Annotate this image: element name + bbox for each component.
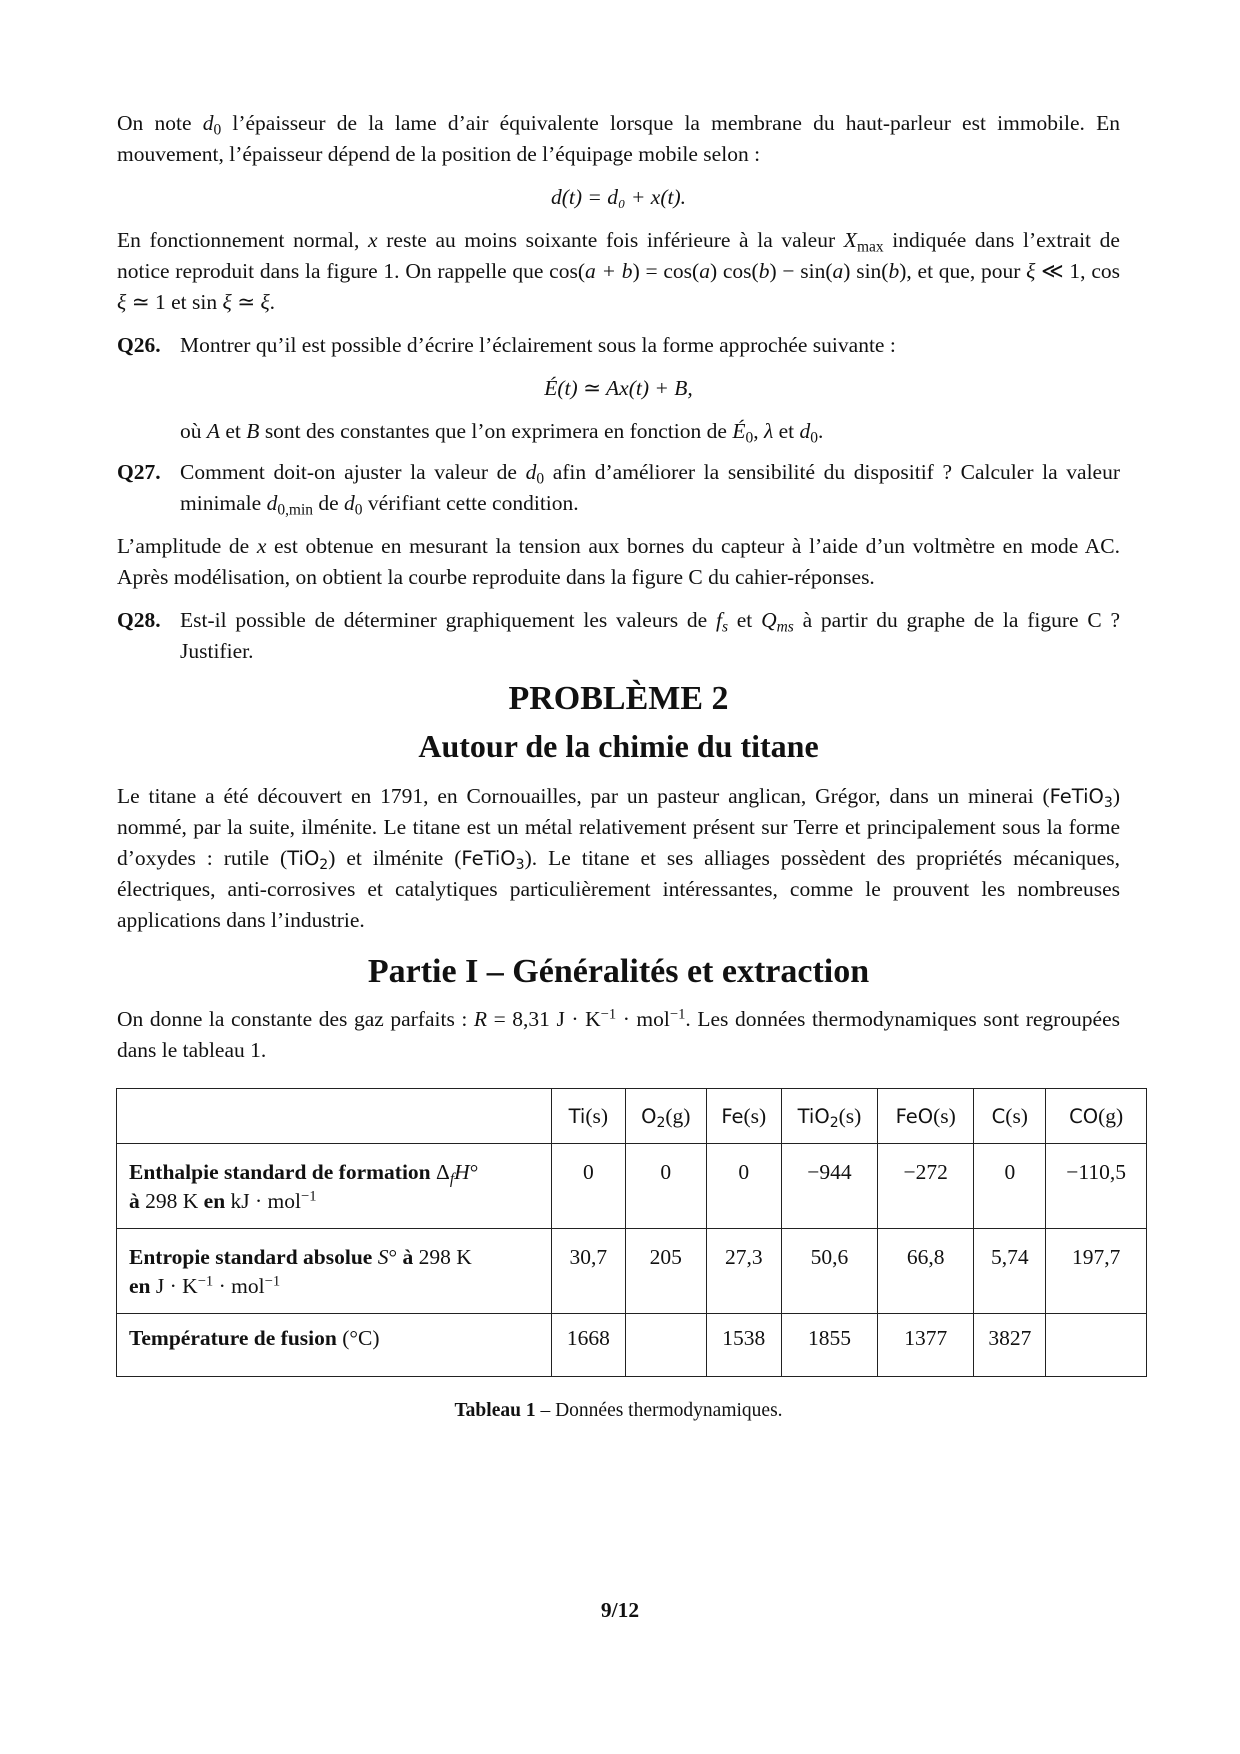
text: est obtenue en mesurant la tension aux bornes du capteur à l’aide d’un voltmètre en mode AC. Après modélisation, on obtient la courbe reproduite dans la figure C du cahier-réponses. [117,534,1121,589]
math-sub: 0 [536,470,545,488]
text: Comment doit-on ajuster la valeur de [180,460,526,484]
text: et [220,419,247,443]
text: ). Le titane et ses alliages possèdent des propriétés mécaniques, électriques, anti-corrosives et catalytiques particulièrement intéressantes, comme le prouvent les nombreuses applications dans l’industrie. [117,846,1120,932]
math-symbol: ξ [1026,259,1036,283]
row-label: Enthalpie standard de formation $\Delta_fH^\circ$ à 298 K en kJ · mol$^{-1}$ [117,1144,552,1229]
text: On note [117,111,203,135]
math-symbol: d [799,419,811,443]
table-cell: −272 [878,1144,974,1229]
text: et [727,608,762,632]
question-26 [117,330,1120,361]
table-cell: 1377 [878,1314,974,1377]
table-cell: 1538 [706,1314,781,1377]
table-row [117,1144,1147,1229]
math-symbol: d [344,491,355,515]
equation-thickness [117,182,1120,213]
math-symbol: d [202,111,214,135]
table-cell [625,1314,706,1377]
row-label: Température de fusion (°C) [117,1314,552,1377]
math-sub: 0 [213,121,222,139]
question-text [180,457,1120,519]
table-cell: −944 [781,1144,877,1229]
table-caption [117,1395,1120,1426]
text: sont des constantes que l’on exprimera en fonction de [259,419,733,443]
question-27 [117,457,1120,519]
column-header: TiO$_2$(s) [781,1089,877,1144]
text: et [773,419,800,443]
paragraph-amplitude [117,531,1120,593]
document-page [117,108,1126,1708]
formula-fetio3: FeTiO$_3$ [1049,785,1113,811]
text: Le titane a été découvert en 1791, en Cornouailles, par un pasteur anglican, Grégor, dans un minerai ( [117,784,1050,808]
problem-subtitle: Autour de la chimie du titane [418,728,819,764]
table-cell: 1855 [781,1314,877,1377]
text: ≃ 1 et sin [126,290,223,314]
paragraph-gas-constant [117,1004,1120,1066]
math-sub: s [721,618,728,636]
equation-illuminance [117,373,1120,404]
equation-text: É(t) ≃ Ax(t) + B, [544,376,693,400]
table-cell: 197,7 [1046,1229,1147,1314]
column-header: Ti(s) [551,1089,625,1144]
row-label: Entropie standard absolue S° à 298 K en $J \cdot K^{-1} \cdot mol^{-1}$ [117,1229,552,1314]
formula-fetio3: FeTiO$_3$ [461,847,525,873]
part-title: Partie I – Généralités et extraction [367,953,870,990]
column-header: C(s) [974,1089,1046,1144]
math-symbol: A [206,419,221,443]
text: . [269,290,276,314]
text: En fonctionnement normal, [117,228,369,252]
thermo-table [116,1088,1147,1377]
table-cell: 5,74 [974,1229,1046,1314]
text: de [313,491,345,515]
text: L’amplitude de [117,534,257,558]
table-cell: 27,3 [706,1229,781,1314]
question-28 [117,605,1120,667]
table-cell: 0 [625,1144,706,1229]
math-sup: −1 [600,1006,617,1023]
question-label: Q28. [117,608,161,632]
text: ≃ [231,290,261,314]
column-header: FeO(s) [878,1089,974,1144]
text: ), et que, pour [899,259,1027,283]
paragraph-titanium [117,781,1120,936]
math-sub: 0 [354,501,363,519]
table-cell: 3827 [974,1314,1046,1377]
text: . [818,419,824,443]
math-symbol: a + b [585,259,633,283]
text: ) sin( [843,259,889,283]
question-26-followup [117,416,1120,447]
text: ) et ilménite ( [328,846,462,870]
math-symbol: ξ [117,290,127,314]
math-symbol: b [758,259,770,283]
text: indiquée dans l’extrait de notice reproduit dans la figure 1. On rappelle que cos( [117,228,1120,283]
table-cell: 1668 [551,1314,625,1377]
table-row [117,1229,1147,1314]
math-symbol: R [473,1007,488,1031]
caption-text: – Données thermodynamiques. [535,1400,783,1421]
paragraph-thickness [117,108,1120,170]
column-header: Fe(s) [706,1089,781,1144]
text: où [180,419,207,443]
paragraph-normal-operation [117,225,1120,318]
text: = 8,31 J · K [487,1007,601,1031]
math-symbol: B [246,419,260,443]
text: , [753,419,764,443]
text: reste au moins soixante fois inférieure à la valeur [377,228,844,252]
equation-text: d(t) = d₀ + x(t). [551,185,686,209]
table-cell: 0 [974,1144,1046,1229]
text: ) − sin( [769,259,833,283]
math-symbol: f [715,608,722,632]
math-sub: 0,min [277,501,313,519]
text: ) nommé, par la suite, ilménite. Le titane est un métal relativement présent sur Terre et principalement sous la forme d’oxydes : rutile ( [117,784,1120,870]
table-cell: 66,8 [878,1229,974,1314]
problem-title: PROBLÈME 2 [508,680,729,717]
math-symbol: x [368,228,378,252]
table-row [117,1314,1147,1377]
math-sup: −1 [669,1006,686,1023]
text: l’épaisseur de la lame d’air équivalente lorsque la membrane du haut-parleur est immobile. En mouvement, l’épaisseur dépend de la position de l’équipage mobile selon : [117,111,1121,166]
math-symbol: X [843,228,857,252]
table-cell: 30,7 [551,1229,625,1314]
math-symbol: ξ [222,290,232,314]
table-corner-cell [117,1089,552,1144]
question-text: Montrer qu’il est possible d’écrire l’éclairement sous la forme approchée suivante : [180,333,896,357]
math-symbol: a [832,259,844,283]
math-symbol: x [256,534,267,558]
math-symbol: b [888,259,900,283]
caption-label: Tableau 1 [454,1400,536,1421]
table-cell: 205 [625,1229,706,1314]
math-sub: 0 [810,429,819,447]
text: On donne la constante des gaz parfaits : [117,1007,474,1031]
text: · mol [616,1007,670,1031]
math-symbol: ξ [260,290,270,314]
text: Est-il possible de déterminer graphiquement les valeurs de [180,608,716,632]
question-text [180,605,1120,667]
math-sub: max [856,238,884,256]
column-header: $O_2(g)$ [625,1089,706,1144]
table-cell: −110,5 [1046,1144,1147,1229]
math-symbol: Q [761,608,777,632]
table-header-row [117,1089,1147,1144]
page-number: 9/12 [600,1598,640,1622]
formula-tio2: TiO$_2$ [287,847,329,873]
text: . Les données thermodynamiques sont regroupées dans le tableau 1. [117,1007,1121,1062]
math-symbol: d [266,491,278,515]
text: afin d’améliorer la sensibilité du dispositif ? Calculer la valeur minimale [180,460,1120,515]
math-sub: 0 [745,429,754,447]
question-label: Q27. [117,460,161,484]
math-symbol: a [699,259,710,283]
table-cell: 0 [706,1144,781,1229]
text: ≪ 1, cos [1035,259,1120,283]
table-cell: 50,6 [781,1229,877,1314]
math-sub: ms [776,618,794,636]
math-symbol: d [525,460,537,484]
text: ) cos( [709,259,759,283]
column-header: CO(g) [1046,1089,1147,1144]
table-cell [1046,1314,1147,1377]
table-cell: 0 [551,1144,625,1229]
math-symbol: λ [763,419,774,443]
text: vérifiant cette condition. [362,491,579,515]
question-label: Q26. [117,333,161,357]
text: à partir du graphe de la figure C ? Justifier. [180,608,1120,663]
text: ) = cos( [632,259,700,283]
math-symbol: É [732,419,746,443]
